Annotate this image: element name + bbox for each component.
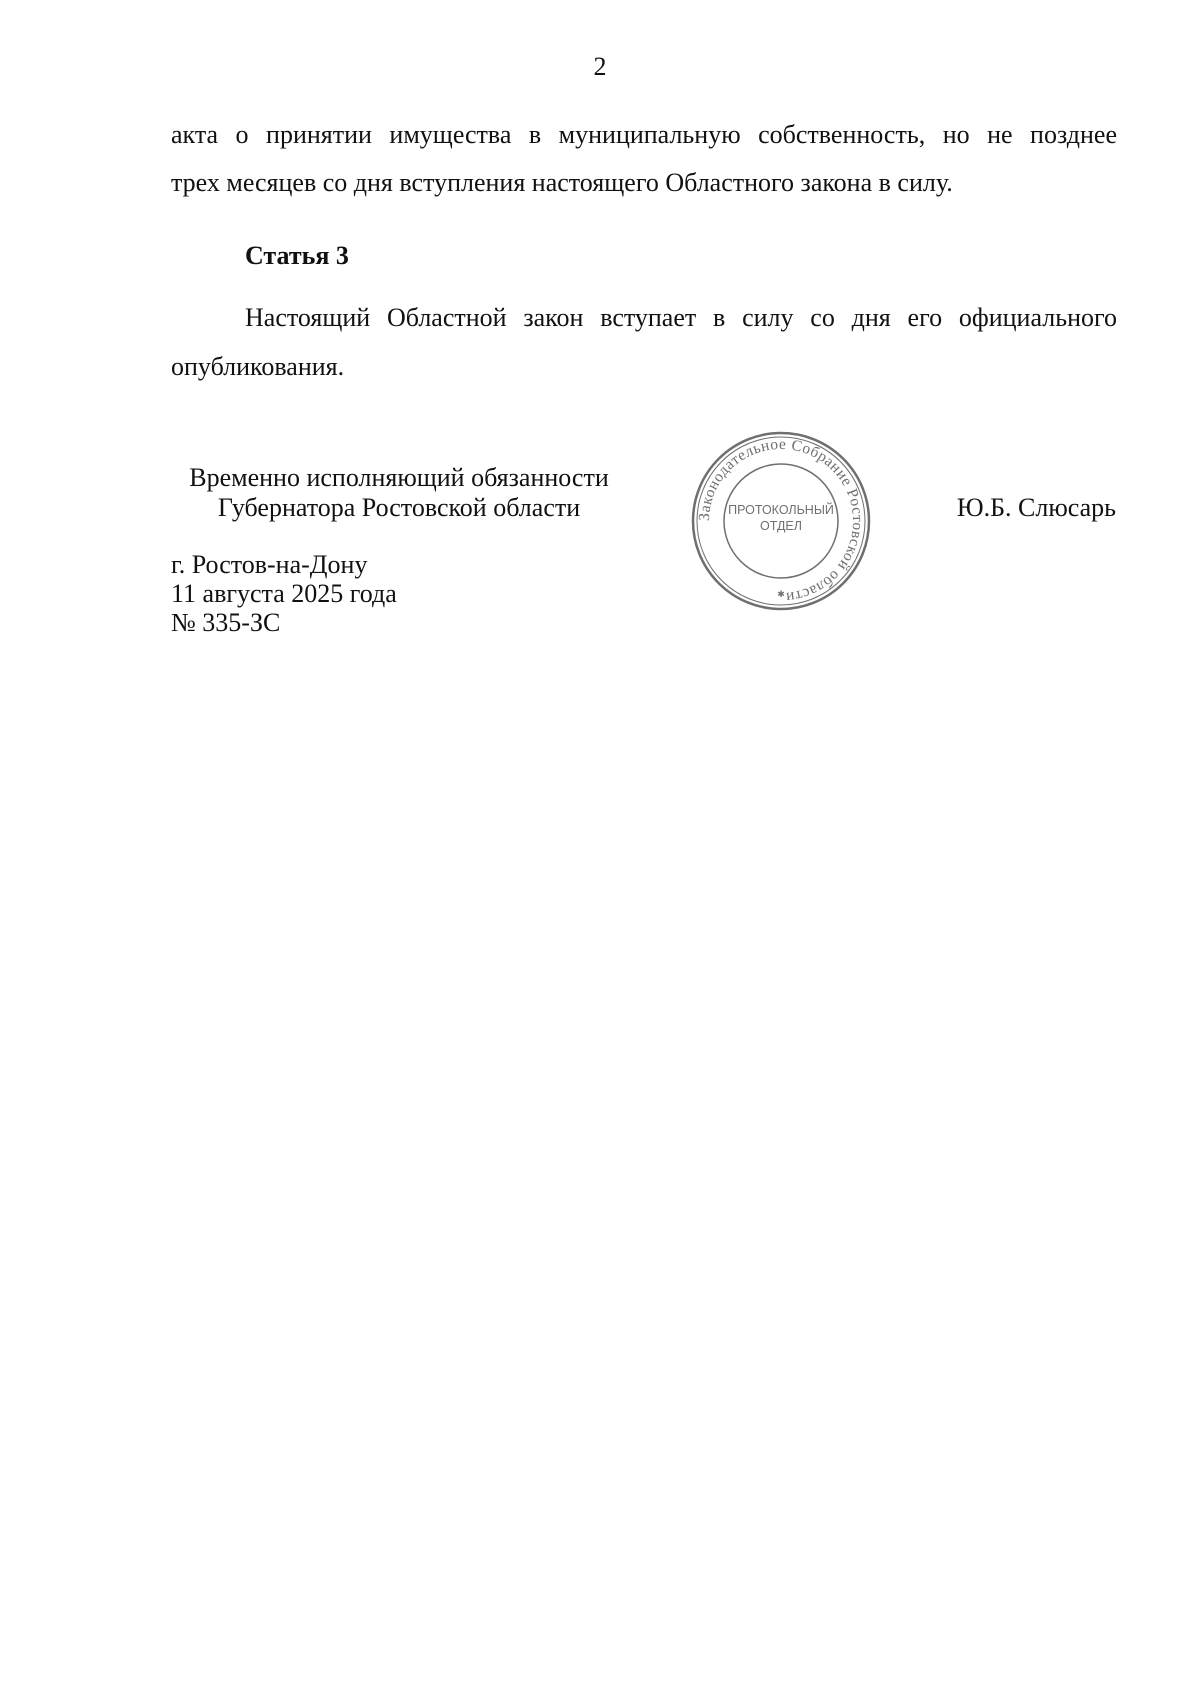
place-date-number xyxy=(171,550,397,637)
paragraph-1-line-2: трех месяцев со дня вступления настоящего Областного закона в силу. xyxy=(171,168,953,197)
date: 11 августа 2025 года xyxy=(171,579,397,608)
paragraph-2-line-2: опубликования. xyxy=(171,352,345,381)
stamp-seal xyxy=(686,426,876,616)
place: г. Ростов-на-Дону xyxy=(171,550,368,579)
article-heading: Статья 3 xyxy=(245,241,349,270)
law-number: № 335-ЗС xyxy=(171,608,281,637)
signer-name: Ю.Б. Слюсарь xyxy=(956,493,1116,522)
paragraph-1-line-1: акта о принятии имущества в муниципальную собственность, но не позднее xyxy=(171,120,1117,149)
page-number: 2 xyxy=(593,52,607,81)
signature-position xyxy=(160,463,638,523)
signature-position-line-2: Губернатора Ростовской области xyxy=(217,493,581,522)
signature-position-line-1: Временно исполняющий обязанности xyxy=(189,463,609,492)
stamp-inner-line-1: ПРОТОКОЛЬНЫЙ xyxy=(728,503,834,517)
stamp-inner-line-2: ОТДЕЛ xyxy=(760,519,802,533)
stamp-star-icon: ✱ xyxy=(777,590,785,600)
paragraph-2-line-1: Настоящий Областной закон вступает в силу со дня его официального xyxy=(245,303,1117,332)
stamp-outer-text: Законодательное Собрание Ростовской области xyxy=(695,435,867,606)
